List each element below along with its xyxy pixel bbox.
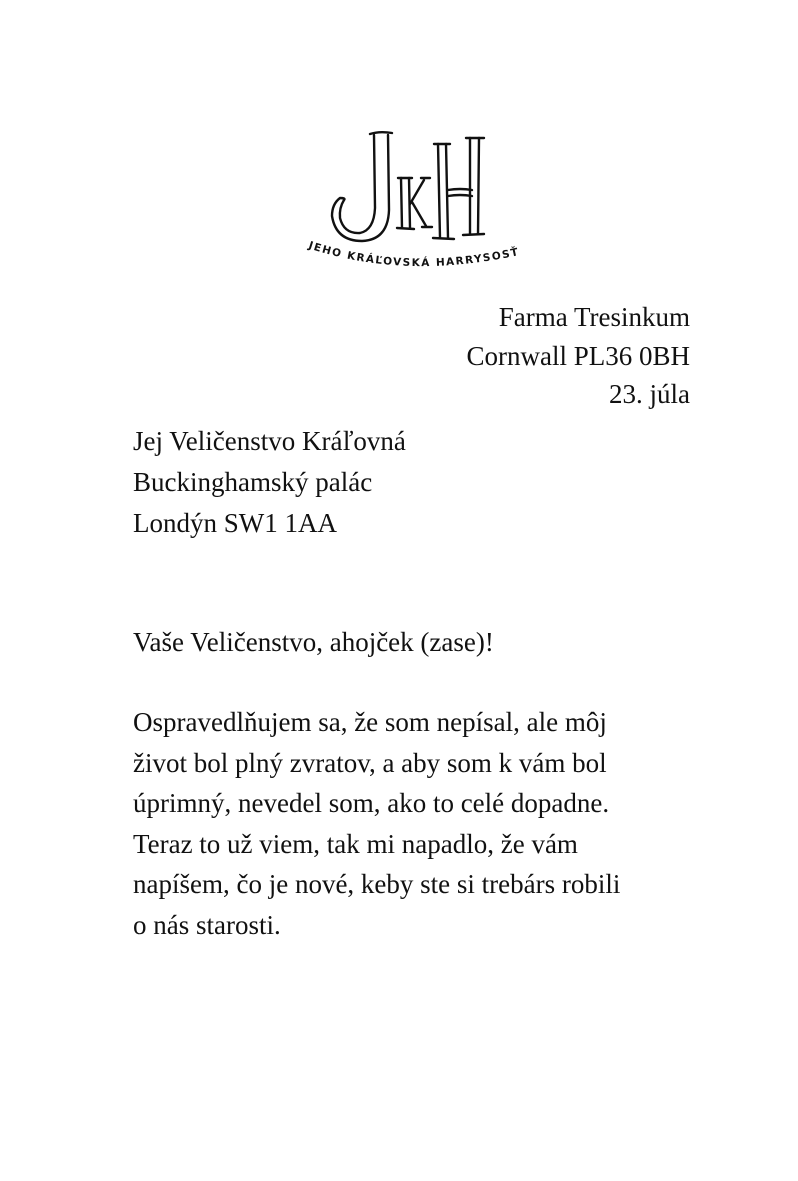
body-line: úprimný, nevedel som, ako to celé dopadne. [133,788,610,818]
body-line: o nás starosti. [133,909,281,940]
recipient-address [133,421,406,544]
body-line: Ospravedlňujem sa, že som nepísal, ale môj [133,707,607,737]
sender-line-postcode: Cornwall PL36 0BH [466,340,690,371]
recipient-line-name: Jej Veličenstvo Kráľovná [133,426,406,456]
monogram-tagline: JEHO KRÁĽOVSKÁ HARRYSOSŤ [307,239,521,270]
jkh-monogram-logo [300,120,540,290]
letter-body [133,702,620,945]
body-line: život bol plný zvratov, a aby som k vám bol [133,747,607,778]
monogram-svg [300,120,540,290]
recipient-line-city: Londýn SW1 1AA [133,508,337,538]
monogram-h [433,138,484,239]
monogram-k [397,178,432,229]
letter-salutation: Vaše Veličenstvo, ahojček (zase)! [133,627,494,657]
recipient-line-palace: Buckinghamský palác [133,467,373,497]
sender-line-farm: Farma Tresinkum [498,302,690,332]
letter-date: 23. júla [609,379,690,409]
monogram-j [332,132,392,241]
body-line: Teraz to už viem, tak mi napadlo, že vám [133,828,578,859]
sender-address [466,298,690,414]
body-line: napíšem, čo je nové, keby ste si trebárs robili [133,869,621,899]
